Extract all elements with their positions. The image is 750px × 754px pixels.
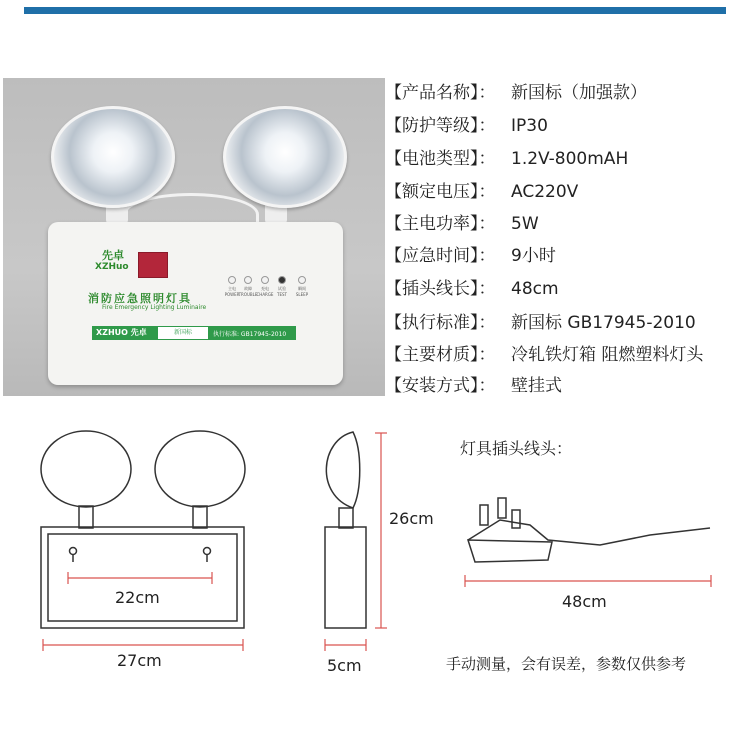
side-body-outline [325, 527, 366, 628]
spec-key: 【安装方式】： [385, 376, 496, 396]
front-left-neck-outline [79, 506, 93, 528]
plug-pin-outline [480, 505, 488, 525]
cable-length-label: 48cm [562, 592, 607, 611]
indicator-label: 故障 TROUBLE [238, 286, 258, 297]
plug-pin-outline [512, 510, 520, 528]
disclaimer-text: 手动测量，会有误差，参数仅供参考 [446, 655, 687, 673]
front-left-lamp-outline [41, 431, 131, 507]
brand-en: XZHuo [95, 262, 129, 272]
spec-key: 【主电功率】： [385, 214, 496, 234]
spec-key: 【产品名称】： [385, 83, 496, 103]
bar-label: 新国标 [158, 327, 208, 339]
spec-key: 【电池类型】： [385, 149, 496, 169]
spec-value: 5W [511, 214, 539, 234]
spec-value: 9小时 [511, 246, 556, 266]
front-right-neck-outline [193, 506, 207, 528]
right-keyhole [204, 548, 211, 555]
product-title-en: Fire Emergency Lighting Luminaire [102, 304, 207, 311]
indicator-label: 主电 POWER [224, 286, 240, 297]
spec-value: 48cm [511, 279, 559, 299]
side-neck-outline [339, 508, 353, 528]
plug-body-outline [468, 540, 552, 562]
left-keyhole [70, 548, 77, 555]
spec-value: 新国标 GB17945-2010 [511, 313, 696, 333]
plug-title: 灯具插头线头： [460, 439, 573, 458]
bar-standard: 执行标准: GB17945-2010 [213, 331, 287, 338]
side-lamp-outline [326, 432, 359, 508]
spec-value: 冷轧铁灯箱 阻燃塑料灯头 [511, 345, 704, 365]
spec-value: AC220V [511, 182, 579, 202]
spec-key: 【额定电压】： [385, 182, 496, 202]
hole-spacing-label: 22cm [115, 588, 160, 607]
indicator-label: 瞬间 SLEEP [295, 286, 309, 297]
spec-value: 壁挂式 [511, 376, 562, 396]
spec-value: IP30 [511, 116, 548, 136]
indicator-label: 试验 TEST [277, 286, 287, 297]
height-label: 26cm [389, 509, 434, 528]
indicator-label: 充电 CHARGE [256, 286, 274, 297]
front-right-lamp-outline [155, 431, 245, 507]
spec-key: 【应急时间】： [385, 246, 496, 266]
depth-label: 5cm [327, 656, 362, 675]
spec-key: 【主要材质】： [385, 345, 496, 365]
spec-key: 【插头线长】： [385, 279, 496, 299]
spec-value: 新国标（加强款） [511, 83, 647, 103]
plug-pin-outline [498, 498, 506, 518]
brand-cn: 先卓 [102, 249, 124, 262]
spec-key: 【执行标准】： [385, 313, 496, 333]
product-title-cn: 消防应急照明灯具 [88, 292, 192, 305]
bar-brand: XZHUO 先卓 [96, 328, 147, 337]
spec-key: 【防护等级】： [385, 116, 496, 136]
width-label: 27cm [117, 651, 162, 670]
spec-value: 1.2V-800mAH [511, 149, 629, 169]
